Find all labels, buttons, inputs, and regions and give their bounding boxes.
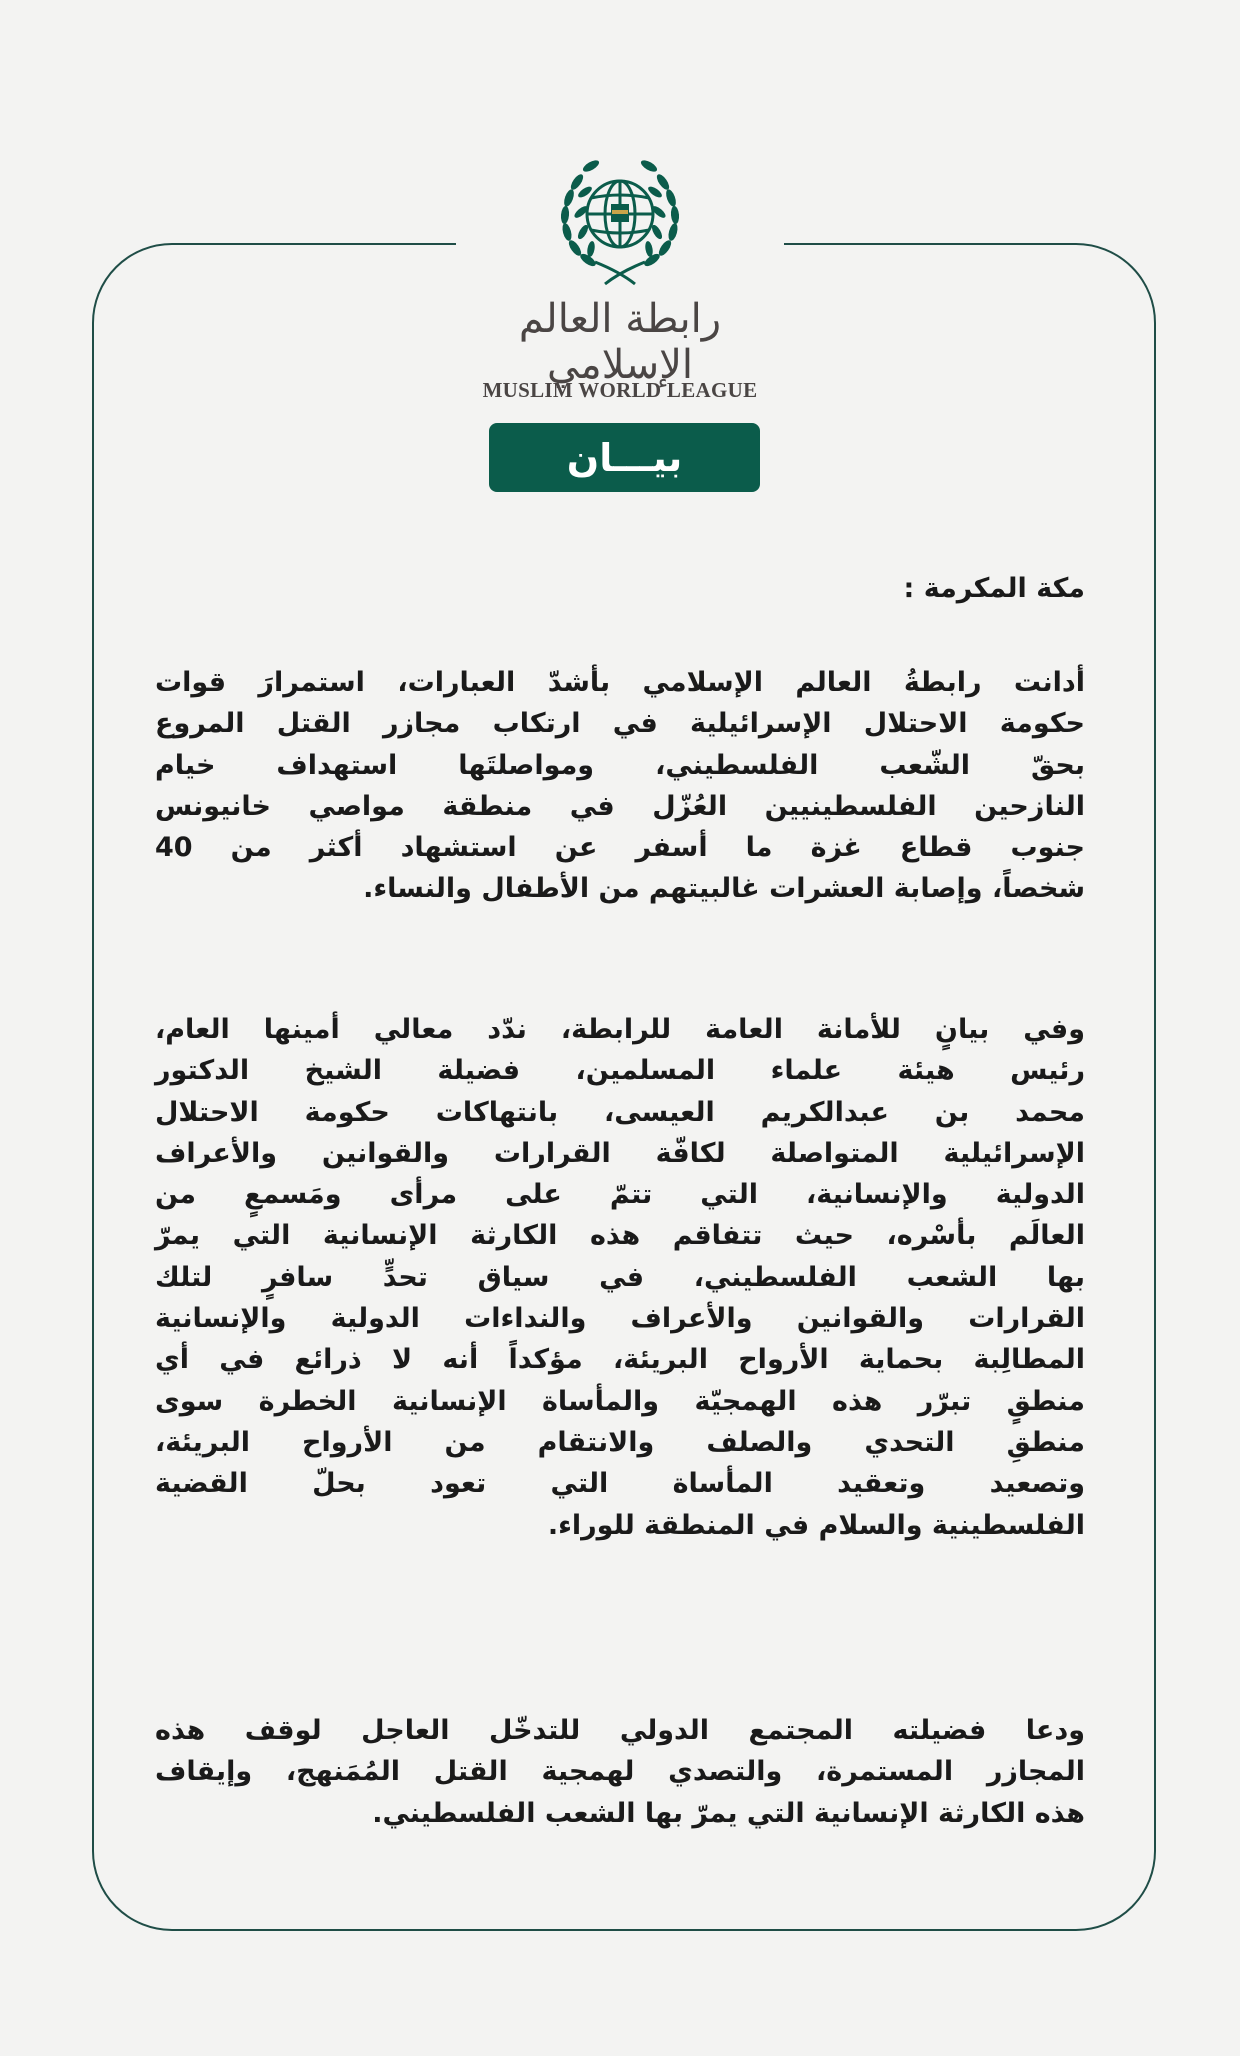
paragraph-line: القرارات والقوانين والأعراف والنداءات الدولية والإنسانية [155,1303,1085,1335]
paragraph-line: الدولية والإنسانية، التي تتمّ على مرأى ومَسمعٍ من [155,1179,1085,1211]
paragraph-line: شخصاً، وإصابة العشرات غالبيتهم من الأطفال والنساء. [363,873,1085,905]
paragraph-line: محمد بن عبدالكريم العيسى، بانتهاكات حكومة الاحتلال [155,1096,1085,1128]
paragraph-line: الإسرائيلية المتواصلة لكافّة القرارات والقوانين والأعراف [155,1137,1085,1169]
mwl-logo-emblem-icon [555,152,685,288]
paragraph-line: بها الشعب الفلسطيني، في سياق تحدٍّ سافرٍ لتلك [155,1261,1085,1293]
paragraph-line: المجازر المستمرة، والتصدي لهمجية القتل المُمَنهج، وإيقاف [155,1756,1085,1788]
paragraph-line: حكومة الاحتلال الإسرائيلية في ارتكاب مجازر القتل المروع [155,708,1085,740]
paragraph-line: منطقِ التحدي والصلف والانتقام من الأرواح البريئة، [155,1426,1085,1458]
paragraph-line: ودعا فضيلته المجتمع الدولي للتدخّل العاجل لوقف هذه [155,1715,1085,1746]
logo-english-wordmark: MUSLIM WORLD LEAGUE [482,378,758,402]
paragraph-line: وتصعيد وتعقيد المأساة التي تعود بحلّ القضية [155,1468,1085,1500]
paragraph-line: المطالِبة بحماية الأرواح البريئة، مؤكداً أنه لا ذرائع في أي [155,1344,1085,1376]
paragraph-line: جنوب قطاع غزة ما أسفر عن استشهاد أكثر من 40 [155,832,1085,864]
paragraph-line: النازحين الفلسطينيين العُزّل في منطقة مواصي خانيونس [155,790,1085,822]
paragraph-line: منطقٍ تبرّر هذه الهمجيّة والمأساة الإنسانية الخطرة سوى [155,1385,1085,1417]
paragraph-line: أدانت رابطةُ العالم الإسلامي بأشدّ العبارات، استمرارَ قوات [155,667,1085,698]
paragraph-line: العالَم بأسْره، حيث تتفاقم هذه الكارثة الإنسانية التي يمرّ [155,1220,1085,1252]
statement-badge: بيـــان [489,423,760,492]
paragraph-line: هذه الكارثة الإنسانية التي يمرّ بها الشعب الفلسطيني. [372,1797,1085,1829]
logo-arabic-wordmark: رابطة العالم الإسلامي [518,296,722,388]
paragraph-line: رئيس هيئة علماء المسلمين، فضيلة الشيخ الدكتور [155,1055,1085,1087]
paragraph-line: وفي بيانٍ للأمانة العامة للرابطة، ندّد معالي أمينها العام، [155,1014,1085,1045]
paragraph-line: الفلسطينية والسلام في المنطقة للوراء. [547,1509,1085,1541]
paragraph-line: بحقّ الشّعب الفلسطيني، ومواصلتَها استهداف خيام [155,749,1085,781]
dateline [155,568,1085,609]
paragraph-2 [155,1009,1085,1546]
paragraph-1 [155,662,1085,910]
paragraph-3 [155,1710,1085,1834]
dateline-text: مكة المكرمة : [903,573,1085,604]
